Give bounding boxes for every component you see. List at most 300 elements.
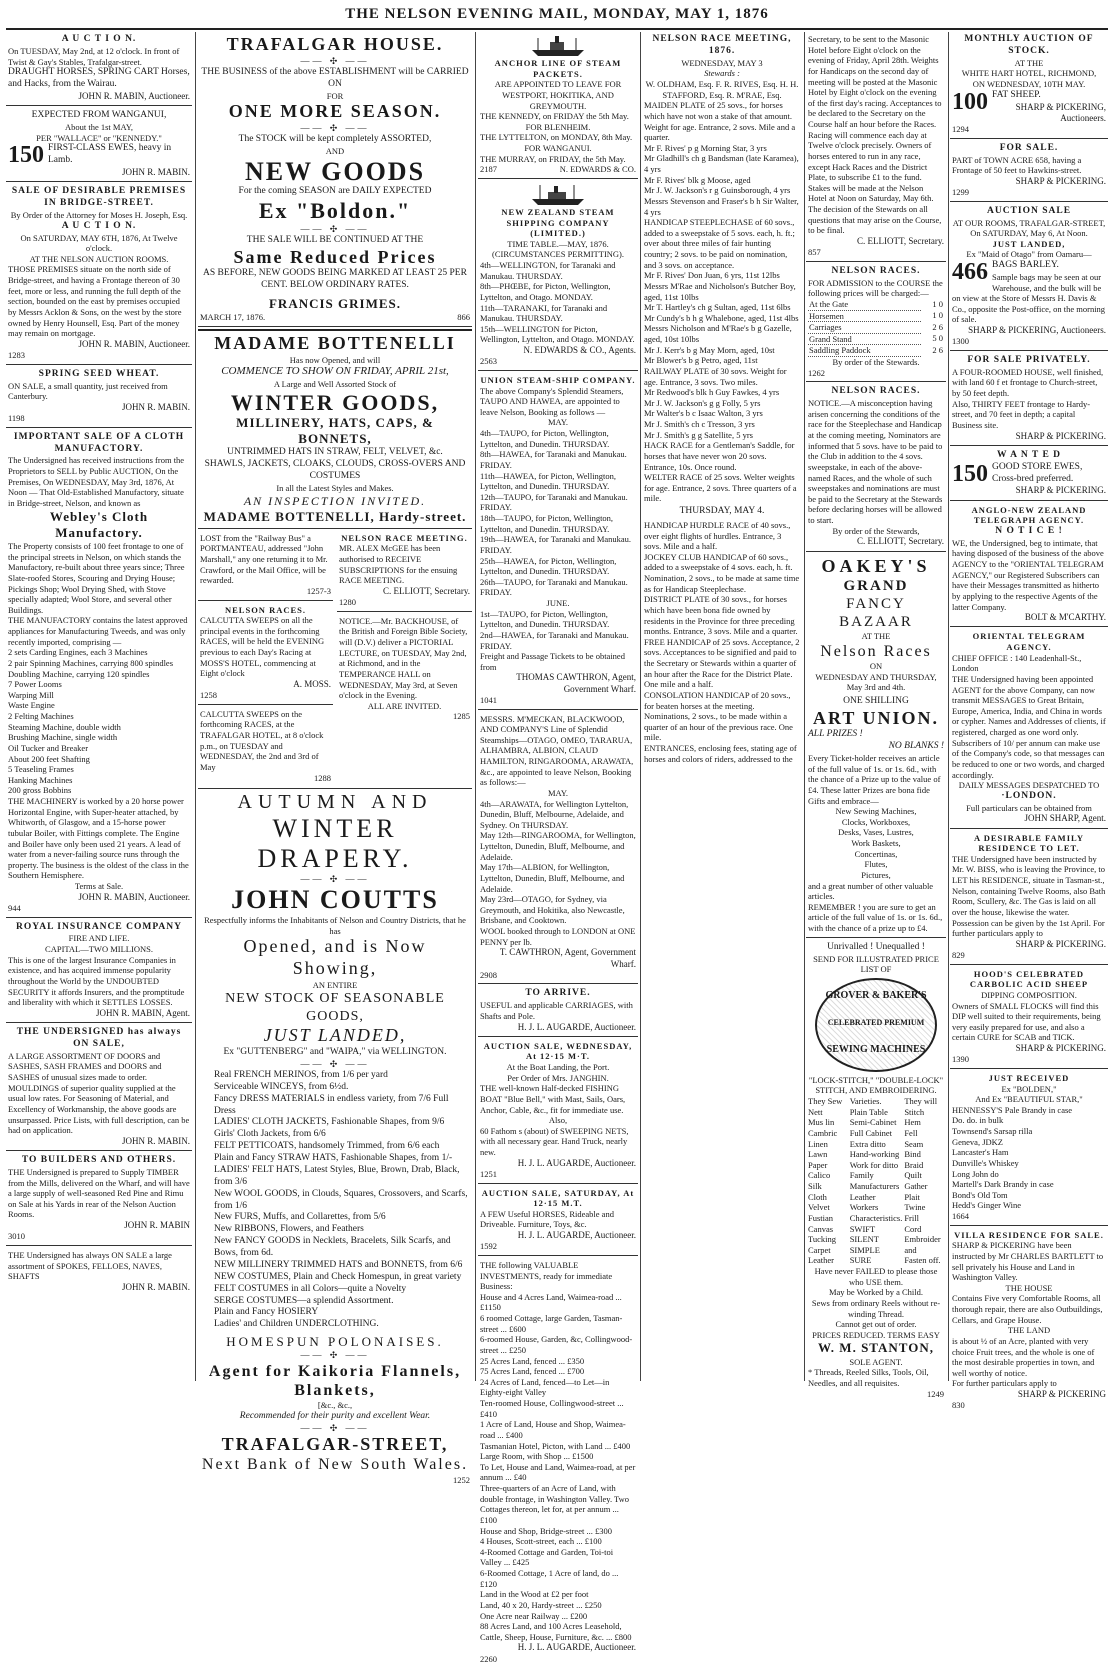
ad-signature: JOHN SHARP, Agent. bbox=[1024, 813, 1106, 824]
list-item: Nett bbox=[808, 1106, 823, 1117]
ad-title: AUCTION SALE bbox=[986, 205, 1072, 216]
ad-title: JUST RECEIVED bbox=[988, 1072, 1070, 1083]
list-item: Twine bbox=[904, 1202, 926, 1213]
ad-ex: Ex "GUTTENBERG" and "WAIPA," via WELLINGTON. bbox=[223, 1046, 447, 1057]
ad-footer: MADAME BOTTENELLI, Hardy-street. bbox=[203, 508, 467, 524]
table-row bbox=[808, 345, 944, 357]
ad-send: SEND FOR ILLUSTRATED PRICE LIST OF bbox=[813, 953, 939, 975]
ad-oriental-telegram bbox=[950, 629, 1108, 828]
ornament: —— ✣ —— bbox=[300, 223, 370, 234]
ad-title: IMPORTANT SALE OF A CLOTH MANUFACTORY. bbox=[13, 431, 185, 454]
ad-notice: N O T I C E ! bbox=[995, 525, 1063, 536]
ad-stewards: Stewards : bbox=[704, 68, 740, 79]
table-row bbox=[808, 299, 944, 310]
list-item: New FANCY GOODS in Necklets, Bracelets, Silk Scarfs, and Bows, from 6d. bbox=[214, 1236, 451, 1259]
ad-ref: 1592 bbox=[480, 1241, 497, 1252]
admission-price: 2 6 bbox=[932, 321, 943, 332]
list-item: LADIES' CLOTH JACKETS, Fashionable Shapes, from 9/6 bbox=[214, 1117, 445, 1128]
ad-auction-saturday bbox=[478, 1186, 638, 1256]
list-item: 4th—WELLINGTON, for Taranaki and Manukau. THURSDAY. bbox=[480, 260, 616, 281]
column-divider bbox=[804, 32, 805, 1381]
list-item: 18th—TAUPO, for Picton, Wellington, Lyttelton, and Dunedin. THURSDAY. bbox=[480, 513, 614, 534]
ad-body: THE Undersigned having been appointed AGENT for the above Company, can now transmit MESSAGES to Great Britain, Europe, America, India, and China in words or cypher. Names and Addresses of clients, if registered, charged as one word only. Subscribers of 10/ per annum can make use of the Company's code, so that messages can be reduced to one or two words, and charged accordingly. bbox=[952, 673, 1106, 780]
column-6 bbox=[950, 32, 1108, 1411]
ad-ref: 1299 bbox=[952, 187, 969, 197]
ad-etc: [&c., &c., bbox=[317, 1400, 353, 1411]
list-item: Mr Cundy's b h g Whalebone, aged, 11st 4lbs bbox=[644, 312, 799, 323]
ad-sale-premises bbox=[6, 184, 192, 364]
ad-ref: 1198 bbox=[8, 413, 25, 423]
list-item: Ladies' and Children UNDERCLOTHING. bbox=[214, 1319, 379, 1330]
ad-title: NELSON RACES. bbox=[831, 265, 921, 276]
steamship-icon bbox=[480, 183, 636, 207]
list-item: 6-Roomed Cottage, 1 Acre of land, do ... £120 bbox=[480, 1568, 619, 1589]
ad-auction-wednesday bbox=[478, 1039, 638, 1184]
ad-ref: 830 bbox=[952, 1400, 965, 1411]
list-item: Work Baskets, bbox=[851, 838, 901, 848]
ad-body: THE MACHINERY is worked by a 20 horse power Horizontal Engine, with Super-heater attached, by Whitworth, of Glasgow, and a 15-horse power tubular Boiler, with Fittings complete. The Engine and Boiler have only been used 21 years. A lead of water from a never-failing source runs through the property. The business is the oldest of the class in the Southern Hemisphere. bbox=[8, 796, 189, 881]
list-item: 200 gross Bobbins bbox=[8, 785, 72, 796]
ad-body: FOR ADMISSION to the COURSE the following prices will be charged:— bbox=[808, 277, 943, 299]
list-item: Semi-Cabinet bbox=[849, 1117, 897, 1128]
ad-body: NOTICE.—A misconception having arisen concerning the conditions of the race for the Steeplechase and Handicap at the coming meeting, Nominators are informed that 5 sovs. have to be paid to the Club in addition to the 4 sovs. sweepstake, in each of the above-named Races, and the whole of such sweepstakes and nominations are must be paid to the Secretary at the Stewards before declaring horses will be allowed to start. bbox=[808, 398, 943, 525]
list-item: Mr J. Kerr's b g May Morn, aged, 10st bbox=[644, 344, 775, 355]
list-item: 15th—WELLINGTON for Picton, Wellington, Lyttelton, and Otago. MONDAY. bbox=[480, 323, 635, 345]
sailing-list bbox=[480, 260, 636, 345]
ad-body: On TUESDAY, May 2nd, at 12 o'clock. In front of Twist & Gay's Stables, Trafalgar-street. bbox=[8, 45, 180, 67]
ad-title: TO BUILDERS AND OTHERS. bbox=[21, 1155, 177, 1165]
ad-title: NELSON RACE MEETING, 1876. bbox=[652, 34, 792, 56]
small-ads-left bbox=[198, 531, 333, 788]
ad-order: By order of the Stewards, bbox=[832, 525, 920, 536]
list-item: Lawn bbox=[808, 1149, 828, 1160]
ad-month: MAY. bbox=[547, 417, 569, 428]
ad-body: The Property consists of 100 feet frontage to one of the principal streets in Nelson, on which stands the Manufactory, re-built about three years since; Three Slate-roofed Stores, Scouring and Drying House; Pickings Shop; Wool Drying Shed, with Stove specially adapted; Wool Store, and several other Buildings. bbox=[8, 541, 185, 615]
ad-day: WEDNESDAY, MAY 3 bbox=[681, 57, 763, 68]
list-item: Family bbox=[849, 1170, 874, 1181]
column-3 bbox=[478, 32, 638, 1664]
ad-body: MR. ALEX McGEE has been authorised to RECEIVE SUBSCRIPTIONS for the ensuing RACE MEETING. bbox=[339, 543, 458, 586]
column-divider bbox=[195, 32, 196, 1381]
ad-for-sale bbox=[950, 141, 1108, 202]
ad-commence: COMMENCE TO SHOW ON FRIDAY, APRIL 21st, bbox=[221, 365, 449, 378]
ad-sews: Sews from ordinary Reels without re-winding Thread. bbox=[811, 1297, 941, 1319]
admission-price: 2 6 bbox=[932, 344, 943, 355]
ad-body: is about ½ of an Acre, planted with very choice Fruit trees, and the whole is one of the most desirable properties in town, and well worthy of notice. bbox=[952, 1335, 1095, 1378]
ad-and: And Ex "BEAUTIFUL STAR," bbox=[975, 1094, 1083, 1105]
list-item: Plain and Fancy STRAW HATS, Fashionable Shapes, from 1/- bbox=[214, 1153, 453, 1164]
ad-subtitle: CARBOLIC ACID SHEEP bbox=[969, 979, 1089, 990]
ad-ref: 1257-3 bbox=[306, 585, 331, 596]
list-item: Mr J. Smith's g g Satellite, 5 yrs bbox=[644, 429, 753, 440]
list-item: They Sew bbox=[808, 1096, 843, 1106]
ad-title: SPRING SEED WHEAT. bbox=[38, 368, 160, 379]
ad-ref: 2563 bbox=[480, 356, 497, 367]
ad-body: A FEW Useful HORSES, Rideable and Driveable. Furniture, Toys, &c. bbox=[480, 1208, 614, 1230]
ad-just-received bbox=[950, 1071, 1108, 1226]
ad-season: ONE MORE SEASON. bbox=[228, 101, 442, 122]
list-item: Mr J. W. Jackson's r g Guinsborough, 4 yrs bbox=[644, 185, 791, 196]
ad-ref: 2187 bbox=[480, 164, 497, 175]
ad-body: Sample bags may be seen at our Warehouse, and the bulk will be on view at the Store of Messrs H. Davis & Co., opposite the Post-office, on the morning of sale. bbox=[952, 271, 1106, 325]
ad-nelson-races-admission bbox=[806, 264, 946, 383]
ad-title: NELSON RACES. bbox=[831, 386, 921, 397]
ad-title: FOR SALE PRIVATELY. bbox=[967, 354, 1091, 365]
list-item: 25th—HAWEA, for Picton, Wellington, Lyttelton, and Dunedin. THURSDAY. bbox=[480, 555, 617, 577]
list-item: Clocks, Workboxes, bbox=[841, 816, 911, 827]
ad-signature: H. J. L. AUGARDE, Auctioneer. bbox=[517, 1157, 636, 1168]
ad-spokes bbox=[6, 1248, 192, 1296]
ad-signature: N. EDWARDS & CO. bbox=[559, 164, 636, 175]
list-item: 11th—TARANAKI, for Taranaki and Manukau. THURSDAY. bbox=[480, 302, 608, 324]
ad-signature: JOHN R. MABIN. bbox=[121, 1135, 190, 1146]
list-item: Gather bbox=[904, 1181, 928, 1191]
list-item: 2nd—HAWEA, for Taranaki and Manukau. FRIDAY. bbox=[480, 629, 629, 651]
ad-styles: In all the Latest Styles and Makes. bbox=[276, 482, 394, 493]
ad-and: AND bbox=[325, 145, 345, 156]
ad-ref: 2908 bbox=[480, 969, 497, 980]
list-item: 12th—TAUPO, for Taranaki and Manukau. FRIDAY. bbox=[480, 491, 628, 513]
ad-millinery: MILLINERY, HATS, CAPS, & BONNETS, bbox=[236, 414, 434, 447]
ad-month: MAY. bbox=[547, 787, 569, 798]
ad-signature: THOMAS CAWTHRON, Agent, Government Wharf. bbox=[516, 672, 636, 694]
ad-circumstances: (CIRCUMSTANCES PERMITTING). bbox=[491, 249, 625, 260]
ad-signature: JOHN R. MABIN, Auctioneer. bbox=[78, 338, 190, 349]
ad-race-meeting bbox=[337, 531, 472, 612]
ad-signature: SHARP & PICKERING bbox=[1017, 1389, 1106, 1399]
ad-title: UNION STEAM-SHIP COMPANY. bbox=[480, 374, 636, 385]
admission-price: 5 0 bbox=[932, 333, 943, 344]
ad-body: THE following VALUABLE INVESTMENTS, ready for immediate Business: bbox=[480, 1259, 613, 1292]
ad-title: ANCHOR LINE OF STEAM PACKETS. bbox=[494, 58, 622, 79]
ad-signature: T. CAWTHRON, Agent, Government Wharf. bbox=[499, 947, 636, 969]
ad-grand: GRAND bbox=[843, 578, 909, 595]
ad-ref: 944 bbox=[8, 902, 21, 913]
ad-date: MARCH 17, 1876. bbox=[200, 312, 266, 323]
ad-remember: REMEMBER ! you are sure to get an article of the full value of 1s. or 1s. 6d., with the chance of a prize up to £4. bbox=[808, 901, 943, 933]
ad-winter: WINTER GOODS, bbox=[230, 389, 440, 415]
ornament: —— ✣ —— bbox=[300, 1058, 370, 1069]
list-item: NEW COSTUMES, Plain and Check Homespun, in great variety bbox=[214, 1271, 462, 1282]
ad-signature: JOHN R. MABIN, Auctioneer. bbox=[78, 90, 190, 101]
list-item: House and Shop, Bridge-street ... £300 bbox=[480, 1525, 612, 1536]
ad-destination: FOR BLENHEIM. bbox=[525, 121, 591, 132]
list-item: One Acre near Railway ... £200 bbox=[480, 1610, 588, 1621]
list-item: 24 Acres of Land, fenced—to Let—in Eighty-eight Valley bbox=[480, 1376, 610, 1398]
admission-price: 1 0 bbox=[932, 298, 943, 309]
ad-ref: 3010 bbox=[8, 1231, 25, 1242]
table-row bbox=[808, 310, 944, 322]
race-conditions: RAILWAY PLATE of 30 sovs. Weight for age. Entrance, 3 sovs. Two miles. bbox=[644, 365, 787, 387]
ad-signature: C. ELLIOTT, Secretary. bbox=[383, 585, 470, 596]
list-item: Fustian bbox=[808, 1212, 834, 1223]
ad-monthly-auction bbox=[950, 32, 1108, 139]
column-2 bbox=[198, 32, 472, 1485]
list-item: Cord bbox=[904, 1223, 922, 1234]
ad-also: Also, THIRTY FEET frontage to Hardy-street, and 70 feet in depth; a capital Business site. bbox=[952, 398, 1091, 430]
ad-freight: Freight and Passage Tickets to be obtained from bbox=[480, 651, 625, 672]
ad-title: HOOD'S CELEBRATED bbox=[973, 968, 1085, 979]
ad-title: A DESIRABLE FAMILY RESIDENCE TO LET. bbox=[973, 832, 1085, 854]
list-item: SILENT bbox=[849, 1234, 879, 1245]
ad-timetable: TIME TABLE.—MAY, 1876. bbox=[507, 238, 609, 249]
ad-name: W. M. STANTON, bbox=[818, 1340, 934, 1356]
ad-telegraph-agency bbox=[950, 503, 1108, 628]
ad-title: A U C T I O N. bbox=[61, 34, 137, 44]
ad-day: THURSDAY, MAY 4. bbox=[679, 506, 765, 516]
ad-title: VILLA RESIDENCE FOR SALE. bbox=[954, 1229, 1104, 1240]
list-item: Steaming Machine, double width bbox=[8, 721, 121, 732]
seal-text: SEWING MACHINES bbox=[826, 1043, 926, 1055]
ad-signature: H. J. L. AUGARDE, Auctioneer. bbox=[517, 1021, 636, 1032]
list-item: Three-quarters of an Acre of Land, with double frontage, in Washington Valley. Two Cottages thereon, let for, at per annum ... £100 bbox=[480, 1483, 630, 1525]
list-item: 4 Houses, Scott-street, each ... £100 bbox=[480, 1536, 602, 1547]
ad-body: Secretary, to be sent to the Masonic Hotel before Eight o'clock on the evening of Friday, April 28th. Weights for Handicaps on the second day of meeting will be posted at the Masonic Hotel by Eight o'clock on the evening of the first day's racing. Acceptances to be declared to the Secretary on the Course half an hour before the Races. Racing will commence each day at Twelve o'clock precisely. Owners of horses entered to run in any race, except Hack Races and the District Plate, to subscribe £1 to the fund. Stakes will be made at the Nelson Hotel at Noon on Saturday, May 6th. The decision of the Stewards on all questions that may arise on the Course, to be final. bbox=[808, 34, 942, 236]
ad-line: THE KENNEDY, on FRIDAY the 5th May. bbox=[480, 111, 629, 122]
ad-daily: DAILY MESSAGES DESPATCHED TO bbox=[958, 780, 1100, 791]
race-conditions: MAIDEN PLATE of 25 sovs., for horses which have not won a stake of that amount. Weight for age. Entrance, 2 sovs. Mile and a quarter. bbox=[644, 100, 796, 143]
list-item: Brushing Machine, single width bbox=[8, 732, 118, 743]
list-item: Embroider bbox=[904, 1234, 941, 1245]
ad-ref: 1294 bbox=[952, 124, 969, 134]
list-item: Serviceable WINCEYS, from 6½d. bbox=[214, 1081, 349, 1092]
list-item: Fell bbox=[904, 1127, 918, 1138]
list-item: LADIES' FELT HATS, Latest Styles, Blue, Brown, Drab, Black, from 3/6 bbox=[214, 1164, 460, 1187]
list-item: Doubling Machine, carrying 120 spindles bbox=[8, 668, 150, 679]
list-item: FELT COSTUMES in all Colors—quite a Novelty bbox=[214, 1283, 407, 1294]
ad-never: Have never FAILED to please those who USE them. bbox=[814, 1266, 938, 1287]
ad-signature: N. EDWARDS & CO., Agents. bbox=[523, 345, 636, 355]
list-item: 25 Acres Land, fenced ... £350 bbox=[480, 1355, 585, 1366]
list-item: Land in the Wood at £2 per foot bbox=[480, 1589, 589, 1600]
ad-order: By Order of the Attorney for Moses H. Joseph, Esq. bbox=[10, 210, 188, 220]
ad-body: Every Ticket-holder receives an article of the full value of 1s. or 1s. 6d., with the chance of a Prize up to the value of £4. These latter Prizes are bona fide Gifts and embrace— bbox=[808, 753, 941, 806]
ad-destination: FOR WANGANUI. bbox=[524, 143, 592, 153]
ornament: —— ✣ —— bbox=[300, 55, 370, 66]
ad-place: AT OUR ROOMS, TRAFALGAR-STREET, On SATURDAY, May 6, At Noon. bbox=[952, 217, 1106, 239]
ad-body: ON SALE, a small quantity, just received from Canterbury. bbox=[8, 380, 168, 402]
ad-bible-notice bbox=[337, 614, 472, 725]
ad-seed-wheat bbox=[6, 367, 192, 428]
small-ads-row bbox=[198, 531, 472, 789]
ad-body: MESSRS. M'MECKAN, BLACKWOOD, AND COMPANY'S Line of Splendid Steamships—OTAGO, OMEO, TARARUA, ALHAMBRA, ALBION, CLAUD HAMILTON, RINGAROOMA, ARAWATA, &c., are appointed to leave Nelson, Booking as follows:— bbox=[480, 713, 634, 788]
ad-race-entries bbox=[806, 32, 946, 262]
ad-reduced: Same Reduced Prices bbox=[233, 246, 437, 267]
ad-order: Per Order of Mrs. JANGHIN. bbox=[507, 1072, 609, 1083]
ad-body: FAT SHEEP. bbox=[992, 89, 1041, 100]
list-item: HENNESSY'S Pale Brandy in case bbox=[952, 1104, 1073, 1115]
list-item: SIMPLE bbox=[849, 1244, 880, 1255]
list-item: Manufacturers bbox=[849, 1181, 900, 1191]
ad-atthe: AT THE bbox=[861, 631, 891, 642]
ad-body: WE, the Undersigned, beg to intimate, that having disposed of the business of the above AGENCY to the "ORIENTAL TELEGRAM AGENCY," our Registered Subscribers can have their Messages transmitted as hitherto by applying to the respective Agents of the latter Company. bbox=[952, 537, 1104, 612]
entries-list bbox=[644, 143, 800, 217]
prize-list bbox=[808, 806, 944, 880]
ad-item: DRAUGHT HORSES, SPRING CART Horses, and Hacks, from the Wairau. bbox=[8, 67, 190, 89]
goods-list bbox=[200, 1070, 470, 1331]
list-item: New RIBBONS, Flowers, and Feathers bbox=[214, 1224, 364, 1235]
list-item: Fancy DRESS MATERIALS in endless variety, from 7/6 Full Dress bbox=[214, 1093, 449, 1116]
list-item: Linen bbox=[808, 1138, 828, 1149]
list-item: Tucking bbox=[808, 1234, 837, 1245]
list-item: SERGE COSTUMES—a splendid Assortment. bbox=[214, 1295, 394, 1306]
ad-body: A FOUR-ROOMED HOUSE, well finished, with land 60 f et frontage to Church-street, by 50 feet depth. bbox=[952, 366, 1104, 398]
ad-respect: Respectfully informs the Inhabitants of Nelson and Country Districts, that he has bbox=[204, 915, 466, 936]
ornament: —— ✣ —— bbox=[300, 874, 370, 885]
ad-calcutta-sweeps bbox=[198, 707, 333, 786]
list-item: Flutes, bbox=[864, 859, 888, 870]
ad-landed: JUST LANDED, bbox=[992, 238, 1066, 249]
ad-title: FOR SALE. bbox=[999, 142, 1059, 153]
ad-body: THE Undersigned have been instructed by Mr. W. BISS, who is leaving the Province, to LET his RESIDENCE, situate in Tasman-st., Nelson, containing Twelve Rooms, also Bath Room, Scullery, &c. The Gas is laid on all over the house, likewise the water. Possession can be given by the 1st April. For further particulars apply to bbox=[952, 853, 1106, 939]
ad-title: MADAME BOTTENELLI bbox=[214, 332, 456, 353]
ad-for: FOR bbox=[326, 90, 344, 101]
ad-races-sweeps bbox=[198, 603, 333, 705]
race-conditions: DISTRICT PLATE of 30 sovs., for horses which have been bona fide owned by residents in the Province for three preceding months. Entrance, 3 sovs. Mile and a quarter. bbox=[644, 594, 798, 637]
ad-mmeckan bbox=[478, 712, 638, 985]
masthead-rule bbox=[6, 28, 1108, 30]
ad-month: JUNE. bbox=[546, 598, 570, 608]
list-item: 19th—HAWEA, for Taranaki and Manukau. FRIDAY. bbox=[480, 534, 632, 555]
ad-nelson-races-notice bbox=[806, 384, 946, 551]
list-item: House and 4 Acres Land, Waimea-road ... £1150 bbox=[480, 1291, 622, 1313]
fabrics-list bbox=[808, 1096, 848, 1266]
ad-quantity: 150 bbox=[952, 460, 988, 487]
ad-apply: For further particulars apply to bbox=[952, 1378, 1057, 1389]
ad-title: ANGLO-NEW ZEALAND TELEGRAPH AGENCY. bbox=[971, 504, 1087, 526]
list-item: Seam bbox=[904, 1138, 924, 1149]
steamship-icon bbox=[480, 34, 636, 58]
ad-cloth-manufactory bbox=[6, 430, 192, 918]
ad-for-sale-privately bbox=[950, 353, 1108, 446]
list-item: Hem bbox=[904, 1117, 921, 1128]
ad-body: CALCUTTA SWEEPS on all the principal events in the forthcoming RACES, will be held the EVENING previous to each Day's Racing at MOSS'S HOTEL, commencing at Eight o'clock bbox=[200, 615, 325, 679]
race-conditions: ENTRANCES, enclosing fees, stating age of horses and colors of riders, addressed to the bbox=[644, 743, 797, 764]
ad-body: THE Undersigned has always ON SALE a large assortment of SPOKES, FELLOES, NAVES, SHAFTS bbox=[8, 1249, 172, 1282]
list-item: Mr T. Hartley's ch g Sultan, aged, 11st 6lbs bbox=[644, 302, 791, 313]
list-item: Silk bbox=[808, 1181, 822, 1191]
ad-more: and a great number of other valuable articles. bbox=[808, 880, 934, 902]
list-item: 8th—PHŒBE, for Picton, Wellington, Lyttelton, and Otago. MONDAY. bbox=[480, 281, 611, 302]
ad-ex: Ex "Boldon." bbox=[258, 198, 412, 224]
table-row bbox=[808, 333, 944, 345]
ad-ref: 1041 bbox=[480, 694, 497, 705]
sewing-machine-seal bbox=[815, 978, 937, 1072]
ad-lost bbox=[198, 531, 333, 601]
ad-date: ON WEDNESDAY, 10TH MAY. bbox=[972, 79, 1086, 89]
column-divider bbox=[475, 32, 476, 1381]
list-item: Mr Blower's b g Petro, aged, 11st bbox=[644, 355, 758, 366]
list-item: 7 Power Looms bbox=[8, 679, 62, 690]
list-item: Paper bbox=[808, 1159, 828, 1170]
ad-body: THE BUSINESS of the above ESTABLISHMENT will be CARRIED ON bbox=[201, 66, 469, 89]
list-item: SURE bbox=[849, 1255, 872, 1266]
admission-label: Horsemen bbox=[808, 310, 921, 322]
ad-body: USEFUL and applicable CARRIAGES, with Shafts and Pole. bbox=[480, 1000, 633, 1021]
ad-ref: 1283 bbox=[8, 350, 25, 360]
ad-auction: A U C T I O N. bbox=[61, 220, 137, 231]
list-item: SWIFT bbox=[849, 1223, 876, 1234]
ad-nzssc bbox=[478, 181, 638, 371]
ad-trafalgar-house bbox=[198, 32, 472, 327]
ad-names: W. OLDHAM, Esq. F. R. RIVES, Esq. H. H. STAFFORD, Esq. R. M'RAE, Esq. bbox=[645, 79, 799, 100]
sailing-list bbox=[480, 428, 636, 598]
list-item: 26th—TAUPO, for Taranaki and Manukau. FRIDAY. bbox=[480, 576, 628, 598]
ad-coming: For the coming SEASON are DAILY EXPECTED bbox=[238, 186, 432, 197]
ad-capital: CAPITAL—TWO MILLIONS. bbox=[45, 944, 153, 954]
ad-title: OAKEY'S bbox=[821, 555, 931, 576]
ad-unrivalled: Unrivalled ! Unequalled ! bbox=[827, 941, 925, 952]
ad-days: WEDNESDAY AND THURSDAY, bbox=[815, 671, 937, 682]
list-item: and bbox=[904, 1244, 917, 1255]
ad-signature: SHARP & PICKERING. bbox=[1015, 1043, 1106, 1053]
ad-land: THE LAND bbox=[1007, 1325, 1051, 1336]
list-item: Ten-roomed House, Collingwood-street ... £410 bbox=[480, 1398, 624, 1419]
column-divider bbox=[640, 32, 641, 1381]
ad-body: Owners of SMALL FLOCKS will find this DIP well suited to their requirements, being very easily prepared for use, and also a certain CURE for SCAB and TICK. bbox=[952, 1000, 1101, 1043]
ad-ref: 1280 bbox=[339, 597, 356, 608]
race-conditions: CONSOLATION HANDICAP of 20 sovs., for beaten horses at the meeting. Nominations, 2 sovs., to be made within a quarter of an hour of the previous race. One mile. bbox=[644, 689, 793, 743]
ad-recommended: Recommended for their purity and excellent Wear. bbox=[239, 1410, 431, 1421]
ad-one-shilling: ONE SHILLING bbox=[843, 695, 909, 706]
ad-date: On SATURDAY, MAY 6TH, 1876, At Twelve o'clock. bbox=[20, 232, 178, 254]
list-item: They will bbox=[904, 1096, 938, 1106]
ad-landed: JUST LANDED, bbox=[263, 1025, 407, 1046]
list-item: To Let, House and Land, Waimea-road, at per annum ... £40 bbox=[480, 1461, 636, 1483]
ad-art-union: ART UNION. bbox=[812, 707, 940, 728]
ad-subtitle: About the 1st MAY, bbox=[64, 122, 133, 132]
ad-ref: 1664 bbox=[952, 1211, 969, 1221]
list-item: Cloth bbox=[808, 1191, 827, 1202]
ad-line: THE MURRAY, on FRIDAY, the 5th May. bbox=[480, 153, 626, 164]
ad-dip: DIPPING COMPOSITION. bbox=[981, 989, 1077, 1000]
list-item: About 200 feet Shafting bbox=[8, 753, 90, 764]
ad-signature: SHARP & PICKERING. bbox=[1015, 485, 1106, 496]
ad-opened: Has now Opened, and will bbox=[289, 354, 381, 365]
ad-ref: 1262 bbox=[808, 367, 825, 378]
list-item: Townsend's Sarsap rilla bbox=[952, 1126, 1033, 1136]
list-item: May 12th—RINGAROOMA, for Wellington, Lyttelton, Dunedin, Bluff, Melbourne, and Adelaide. bbox=[480, 830, 636, 862]
list-item: Do. do. in bulk bbox=[952, 1115, 1004, 1126]
ad-stock: NEW STOCK OF SEASONABLE GOODS, bbox=[225, 991, 445, 1024]
ad-name: JOHN COUTTS bbox=[231, 885, 439, 915]
list-item: Plain Table bbox=[849, 1106, 888, 1117]
ad-title: AUCTION SALE, SATURDAY, At 12·15 M.T. bbox=[481, 1187, 635, 1209]
masthead: THE NELSON EVENING MAIL, MONDAY, MAY 1, 1876 bbox=[345, 6, 769, 22]
race-conditions: JOCKEY CLUB HANDICAP of 60 sovs., added to a sweepstake of 4 sovs. each, h. ft. Nomination, 2 sovs., to be made at same time as for Handicap Steeplechase. bbox=[644, 551, 800, 594]
list-item: 2 Felting Machines bbox=[8, 711, 74, 721]
ad-bank: Next Bank of New South Wales. bbox=[201, 1456, 469, 1474]
list-item: Leather Workers bbox=[849, 1191, 879, 1213]
ad-signature: SHARP & PICKERING, Auctioneers. bbox=[968, 325, 1106, 335]
ad-order: By order of the Stewards. bbox=[832, 357, 920, 367]
ad-oakey-bazaar bbox=[806, 554, 946, 938]
sailing-list bbox=[480, 799, 636, 927]
ad-title: NELSON RACE MEETING. bbox=[341, 532, 468, 543]
list-item: Dunville's Whiskey bbox=[952, 1157, 1019, 1168]
machinery-list bbox=[8, 647, 190, 796]
ad-signature: SHARP & PICKERING, Auctioneers. bbox=[1015, 101, 1106, 123]
admission-label: Saddling Paddock bbox=[808, 345, 921, 357]
race-conditions: WELTER RACE of 25 sovs. Welter weights for age. Entrance, 2 sovs. Three quarters of a mile. bbox=[644, 472, 797, 504]
ad-signature: C. ELLIOTT, Secretary. bbox=[857, 536, 944, 547]
ad-appointed: ARE APPOINTED TO LEAVE FOR WESTPORT, HOKITIKA, AND GREYMOUTH. bbox=[494, 79, 622, 111]
seal-text: GROVER & BAKER'S bbox=[825, 989, 927, 1001]
ad-wool: WOOL booked through to LONDON at ONE PENNY per lb. bbox=[480, 926, 636, 947]
admission-label: At the Gate bbox=[808, 299, 921, 310]
column-4 bbox=[642, 32, 802, 1381]
list-item: Warping Mill bbox=[8, 689, 54, 700]
